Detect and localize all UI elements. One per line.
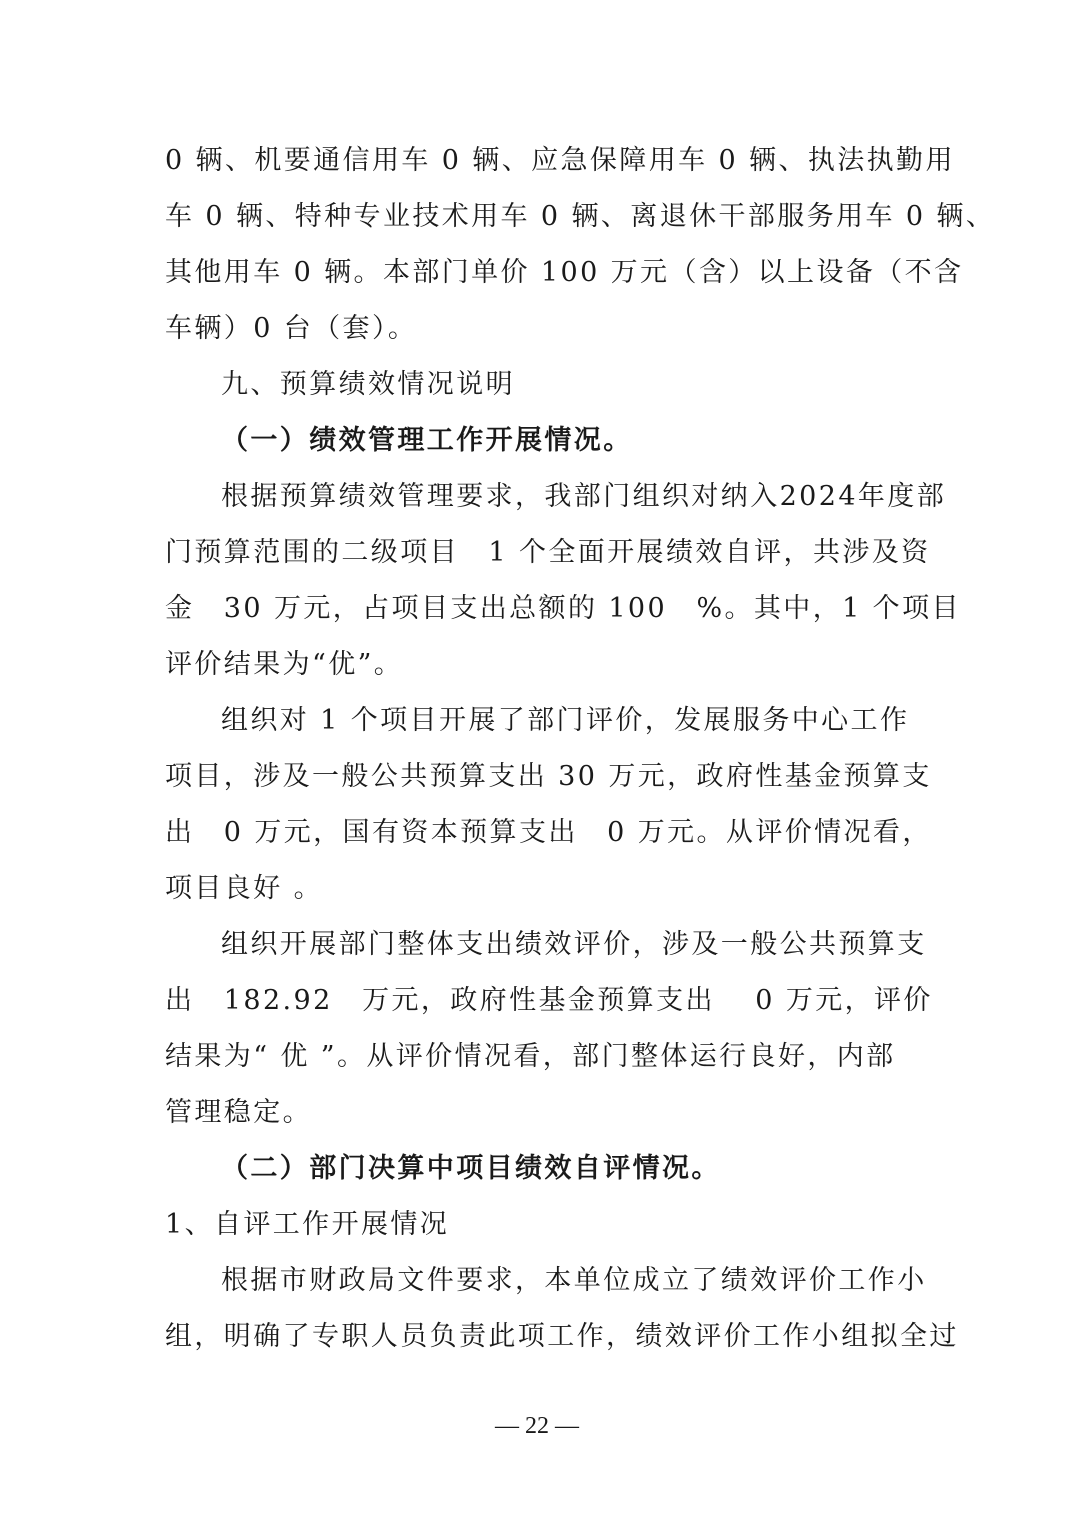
body-text-line: 车 0 辆、特种专业技术用车 0 辆、离退休干部服务用车 0 辆、 [165, 201, 996, 232]
body-text-line: 出 0 万元，国有资本预算支出 0 万元。从评价情况看， [165, 817, 932, 848]
body-text-line: 根据市财政局文件要求，本单位成立了绩效评价工作小 [221, 1265, 927, 1296]
body-text-line: 项目，涉及一般公共预算支出 30 万元，政府性基金预算支 [165, 761, 932, 792]
body-text-line: 金 30 万元，占项目支出总额的 100 %。其中，1 个项目 [165, 593, 961, 624]
body-text-line: 结果为“ 优 ”。从评价情况看，部门整体运行良好，内部 [165, 1041, 896, 1072]
body-text-line: 评价结果为“优”。 [165, 649, 404, 680]
section-heading: 九、预算绩效情况说明 [221, 369, 515, 400]
body-text-line: 0 辆、机要通信用车 0 辆、应急保障用车 0 辆、执法执勤用 [165, 145, 955, 176]
body-text-line: 管理稳定。 [165, 1097, 312, 1128]
body-text-line: 门预算范围的二级项目 1 个全面开展绩效自评，共涉及资 [165, 537, 931, 568]
body-text-line: 组织对 1 个项目开展了部门评价，发展服务中心工作 [221, 705, 910, 736]
body-text-line: 项目良好 。 [165, 873, 323, 904]
numbered-item: 1、自评工作开展情况 [165, 1209, 450, 1240]
body-text-line: 出 182.92 万元，政府性基金预算支出 0 万元，评价 [165, 985, 933, 1016]
body-text-line: 车辆）0 台（套）。 [165, 313, 418, 344]
subsection-heading: （二）部门决算中项目绩效自评情况。 [221, 1153, 721, 1184]
page-number: — 22 — [495, 1413, 579, 1439]
body-text-line: 根据预算绩效管理要求，我部门组织对纳入2024年度部 [221, 481, 947, 512]
subsection-heading: （一）绩效管理工作开展情况。 [221, 425, 633, 456]
body-text-line: 组，明确了专职人员负责此项工作，绩效评价工作小组拟全过 [165, 1321, 959, 1352]
body-text-line: 其他用车 0 辆。本部门单价 100 万元（含）以上设备（不含 [165, 257, 964, 288]
body-text-line: 组织开展部门整体支出绩效评价，涉及一般公共预算支 [221, 929, 927, 960]
